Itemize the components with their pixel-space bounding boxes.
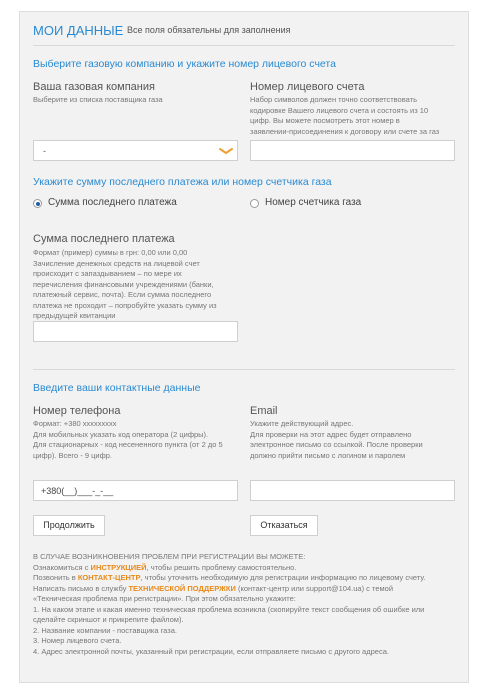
radio-meter-number-label[interactable]: Номер счетчика газа [265, 197, 362, 208]
company-label: Ваша газовая компания [33, 81, 155, 93]
payment-sum-input[interactable] [33, 321, 238, 342]
radio-last-payment-label[interactable]: Сумма последнего платежа [48, 197, 177, 208]
cancel-button[interactable]: Отказаться [250, 515, 318, 536]
phone-value: +380(__)___-_-__ [41, 486, 114, 496]
divider [33, 45, 455, 46]
company-hint: Выберите из списка поставщика газа [33, 95, 163, 104]
help-line: 3. Номер лицевого счета. [33, 636, 122, 645]
help-line-instruction: Ознакомиться с ИНСТРУКЦИЕЙ, чтобы решить проблему самостоятельно. [33, 562, 297, 572]
account-number-input[interactable] [250, 140, 455, 161]
registration-panel [19, 11, 469, 683]
phone-input[interactable] [33, 480, 238, 501]
help-line-contact-center: Позвонить в КОНТАКТ-ЦЕНТР, чтобы уточнить необходимую для регистрации информацию по лицевому счету. [33, 573, 426, 582]
help-text [33, 552, 463, 657]
company-select[interactable] [33, 140, 238, 161]
payment-sum-label: Сумма последнего платежа [33, 233, 175, 245]
help-line: 4. Адрес электронной почты, указанный при регистрации, если отправляете письмо с другого адреса. [33, 646, 389, 656]
help-line: 2. Название компании - поставщика газа. [33, 625, 177, 635]
email-label: Email [250, 405, 278, 417]
contact-center-link[interactable]: КОНТАКТ-ЦЕНТР [77, 573, 141, 582]
required-note: Все поля обязательны для заполнения [127, 25, 291, 35]
account-label: Номер лицевого счета [250, 81, 365, 93]
continue-button[interactable]: Продолжить [33, 515, 105, 536]
radio-last-payment[interactable] [33, 199, 42, 208]
payment-sum-hint: Формат (пример) суммы в грн: 0,00 или 0,00 Зачисление денежных средств на лицевой счет происходит с запаздыванием – по мере их перечисления финансовыми учреждениями (банки, платежный сервис, почта). Если сумма последнего платежа не проходит – попробуйте указать сумму из предыдущей квитанции [33, 248, 217, 320]
help-line: «Техническая проблема при регистрации». При этом обязательно укажите: [33, 594, 296, 603]
instruction-link[interactable]: ИНСТРУКЦИЕЙ [90, 562, 147, 572]
phone-label: Номер телефона [33, 405, 121, 417]
divider [33, 369, 455, 370]
help-line: 1. На каком этапе и какая именно техническая проблема возникла (скопируйте текст сообщения об ошибке или [33, 604, 425, 614]
help-heading: В СЛУЧАЕ ВОЗНИКНОВЕНИЯ ПРОБЛЕМ ПРИ РЕГИСТРАЦИИ ВЫ МОЖЕТЕ: [33, 552, 306, 561]
gas-section-heading: Выберите газовую компанию и укажите номер лицевого счета [33, 58, 336, 70]
radio-meter-number[interactable] [250, 199, 259, 208]
help-line-support: Написать письмо в службу ТЕХНИЧЕСКОЙ ПОДДЕРЖКИ (контакт-центр или support@104.ua) с темой [33, 583, 394, 593]
email-hint: Укажите действующий адрес. Для проверки на этот адрес будет отправлено электронное письмо со ссылкой. После проверки должно прийти письмо с логином и паролем [250, 419, 423, 460]
email-input[interactable] [250, 480, 455, 501]
account-hint: Набор символов должен точно соответствовать кодировке Вашего лицевого счета и состоять из 10 цифр. Вы можете посмотреть этот номер в заявлении-присоединения к договору или счете за газ [250, 95, 440, 136]
chevron-down-icon [217, 142, 235, 160]
phone-hint: Формат: +380 xxxxxxxxx Для мобильных указать код оператора (2 цифры). Для стационарных - код несененного пункта (от 2 до 5 цифр). Всего - 9 цифр. [33, 419, 223, 460]
payment-section-heading: Укажите сумму последнего платежа или номер счетчика газа [33, 176, 332, 188]
page-title: МОИ ДАННЫЕ [33, 23, 124, 38]
help-line: сделайте скриншот и прикрепите файлом). [33, 615, 184, 624]
company-select-value: - [43, 146, 46, 156]
tech-support-link[interactable]: ТЕХНИЧЕСКОЙ ПОДДЕРЖКИ [128, 583, 236, 593]
contact-section-heading: Введите ваши контактные данные [33, 382, 201, 394]
